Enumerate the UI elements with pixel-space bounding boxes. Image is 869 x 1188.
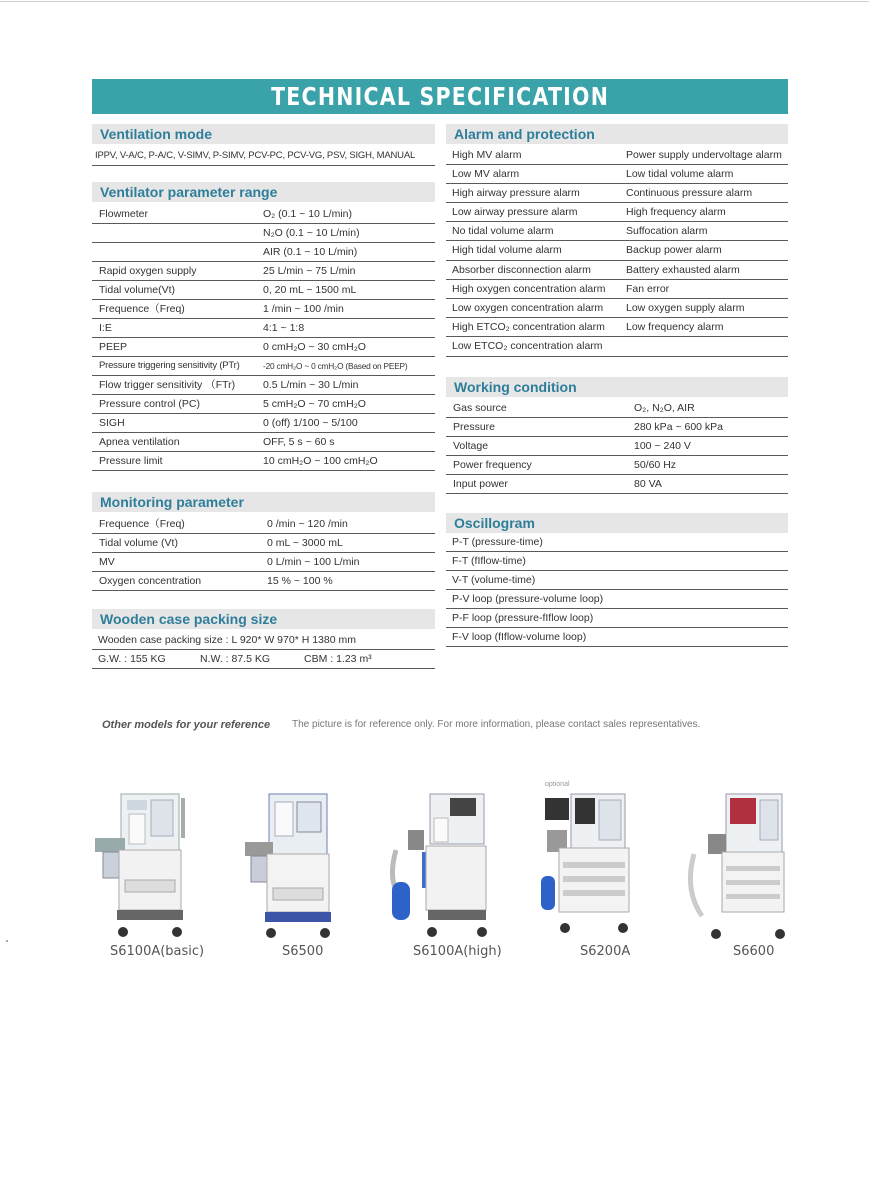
reference-heading: Other models for your reference [102,719,271,731]
param-value: 0 (off) 1/100 ~ 5/100 [263,417,358,429]
oscillogram-item: P-T (pressure-time) [452,536,543,548]
alarm-item: High airway pressure alarm [452,187,580,200]
param-value: 10 cmH₂O ~ 100 cmH₂O [263,455,378,467]
table-row [92,300,435,319]
alarm-item: Low ETCO₂ concentration alarm [452,339,603,352]
param-value: N₂O (0.1 ~ 10 L/min) [263,227,360,239]
section-heading: Monitoring parameter [92,492,435,512]
alarm-item: Power supply undervoltage alarm [626,149,782,161]
reference-note: The picture is for reference only. For more information, please contact sales representatives. [292,719,701,730]
param-label: Power frequency [453,459,532,471]
anesthesia-machine-image [537,790,637,940]
table-row [92,553,435,572]
param-value: 0 /min ~ 120 /min [267,518,348,530]
anesthesia-machine-image [243,790,335,942]
table-row [446,590,788,609]
table-row [446,165,788,184]
param-label: Pressure control (PC) [99,398,200,410]
working-condition-section [446,377,788,494]
table-row [446,456,788,475]
alarm-section [446,124,788,357]
table-row [446,437,788,456]
oscillogram-section [446,513,788,647]
ventilation-mode-list: IPPV, V-A/C, P-A/C, V-SIMV, P-SIMV, PCV-PC, PCV-VG, PSV, SIGH, MANUAL [92,147,435,166]
table-row [92,433,435,452]
net-weight: N.W. : 87.5 KG [200,653,271,665]
oscillogram-item: F-V loop (fIflow-volume loop) [452,631,587,643]
alarm-item: Low tidal volume alarm [626,168,734,181]
table-row [446,552,788,571]
anesthesia-machine-image [682,790,788,942]
param-label: MV [99,556,115,568]
param-label: Pressure limit [99,455,163,467]
table-row [92,319,435,338]
param-value: 0, 20 mL ~ 1500 mL [263,284,357,296]
param-label: Tidal volume (Vt) [99,537,178,549]
param-label: Frequence（Freq) [99,303,185,315]
table-row [446,261,788,280]
table-row [92,534,435,553]
table-row [92,376,435,395]
packing-weight-row [92,650,435,669]
alarm-item: Low oxygen supply alarm [626,301,745,314]
table-row [446,146,788,165]
packing-size-row [92,631,435,650]
table-row [446,299,788,318]
param-value: 80 VA [634,478,662,490]
param-label: Oxygen concentration [99,575,202,587]
table-row [446,609,788,628]
param-label: I:E [99,322,112,334]
table-row [446,222,788,241]
packing-section [92,609,435,669]
param-value: 25 L/min ~ 75 L/min [263,265,356,277]
param-value: 280 kPa ~ 600 kPa [634,421,724,433]
param-value: 1 /min ~ 100 /min [263,303,344,315]
table-row [446,184,788,203]
alarm-item: High MV alarm [452,149,522,161]
table-row [446,418,788,437]
ventilator-parameter-section [92,182,435,471]
alarm-item: High oxygen concentration alarm [452,282,606,295]
param-label: Input power [453,478,508,490]
packing-size: Wooden case packing size : L 920* W 970* H 1380 mm [98,634,356,646]
param-label: Rapid oxygen supply [99,265,197,277]
param-value: AIR (0.1 ~ 10 L/min) [263,246,358,258]
param-value: 5 cmH₂O ~ 70 cmH₂O [263,398,366,410]
table-row [446,571,788,590]
table-row [92,357,435,376]
section-heading: Ventilator parameter range [92,182,435,202]
table-row [446,203,788,222]
table-row [446,533,788,552]
alarm-item: Backup power alarm [626,244,722,257]
section-heading: Alarm and protection [446,124,788,144]
param-label: Apnea ventilation [99,436,180,448]
table-row [92,572,435,591]
section-heading: Wooden case packing size [92,609,435,629]
section-heading: Ventilation mode [92,124,435,144]
table-row [446,280,788,299]
alarm-item: Battery exhausted alarm [626,263,740,276]
alarm-item: Suffocation alarm [626,225,708,238]
param-label: Frequence（Freq) [99,518,185,530]
table-row [92,452,435,471]
alarm-item: Continuous pressure alarm [626,187,753,200]
alarm-item: High frequency alarm [626,206,726,219]
param-label: Flowmeter [99,208,149,220]
section-heading: Working condition [446,377,788,397]
monitoring-section [92,492,435,591]
alarm-item: Low frequency alarm [626,320,724,333]
param-value: 4:1 ~ 1:8 [263,322,305,334]
table-row [92,205,435,224]
param-label: Pressure triggering sensitivity (PTr) [99,360,240,371]
param-label: SIGH [99,417,125,429]
alarm-item: Low airway pressure alarm [452,206,578,219]
oscillogram-item: P-V loop (pressure-volume loop) [452,593,604,605]
model-caption: S6600 [733,944,775,959]
table-row [92,395,435,414]
table-row [92,338,435,357]
param-value: -20 cmH₂O ~ 0 cmH₂O (Based on PEEP) [263,361,408,371]
param-label: Pressure [453,421,496,433]
table-row [446,475,788,494]
param-value: 15 % ~ 100 % [267,575,333,587]
alarm-item: Fan error [626,282,670,295]
title-banner [92,79,788,114]
table-row [446,318,788,337]
alarm-item: High tidal volume alarm [452,244,562,257]
param-value: O₂ (0.1 ~ 10 L/min) [263,208,352,220]
oscillogram-item: P-F loop (pressure-fIflow loop) [452,612,594,624]
anesthesia-machine-image [386,790,490,942]
param-value: 0.5 L/min ~ 30 L/min [263,379,359,391]
alarm-item: Low MV alarm [452,168,520,181]
param-label: Voltage [453,440,489,452]
param-value: OFF, 5 s ~ 60 s [263,436,335,448]
alarm-item: Absorber disconnection alarm [452,263,591,276]
table-row [446,337,788,357]
gross-weight: G.W. : 155 KG [98,653,166,665]
alarm-item: High ETCO₂ concentration alarm [452,320,605,333]
table-row [92,515,435,534]
param-label: Tidal volume(Vt) [99,284,176,296]
model-caption: S6500 [282,944,324,959]
oscillogram-item: F-T (fIflow-time) [452,555,526,567]
margin-mark [6,940,8,942]
param-value: 0 L/min ~ 100 L/min [267,556,360,568]
table-row [92,243,435,262]
oscillogram-item: V-T (volume-time) [452,574,536,586]
cbm: CBM : 1.23 m³ [304,653,372,665]
param-value: 50/60 Hz [634,459,677,471]
param-value: O₂, N₂O, AIR [634,402,695,414]
param-label: PEEP [99,341,128,353]
param-value: 0 mL ~ 3000 mL [267,537,343,549]
ventilation-mode-section [92,124,435,166]
table-row [92,224,435,243]
param-label: Flow trigger sensitivity （FTr) [99,379,236,391]
model-caption: S6100A(basic) [110,944,205,959]
param-label: Gas source [453,402,507,414]
param-value: 100 ~ 240 V [634,440,691,452]
table-row [446,241,788,260]
param-value: 0 cmH₂O ~ 30 cmH₂O [263,341,366,353]
table-row [446,399,788,418]
param-label [92,224,263,242]
table-row [446,628,788,647]
alarm-item: No tidal volume alarm [452,225,554,238]
alarm-item: Low oxygen concentration alarm [452,301,604,314]
page-title: TECHNICAL SPECIFICATION [271,82,609,111]
optional-label: optional [545,781,570,788]
model-caption: S6100A(high) [413,944,502,959]
top-rule [0,1,869,2]
param-label [92,243,263,261]
table-row [92,281,435,300]
section-heading: Oscillogram [446,513,788,533]
model-caption: S6200A [580,944,631,959]
anesthesia-machine-image [93,790,193,942]
table-row [92,262,435,281]
table-row [92,414,435,433]
